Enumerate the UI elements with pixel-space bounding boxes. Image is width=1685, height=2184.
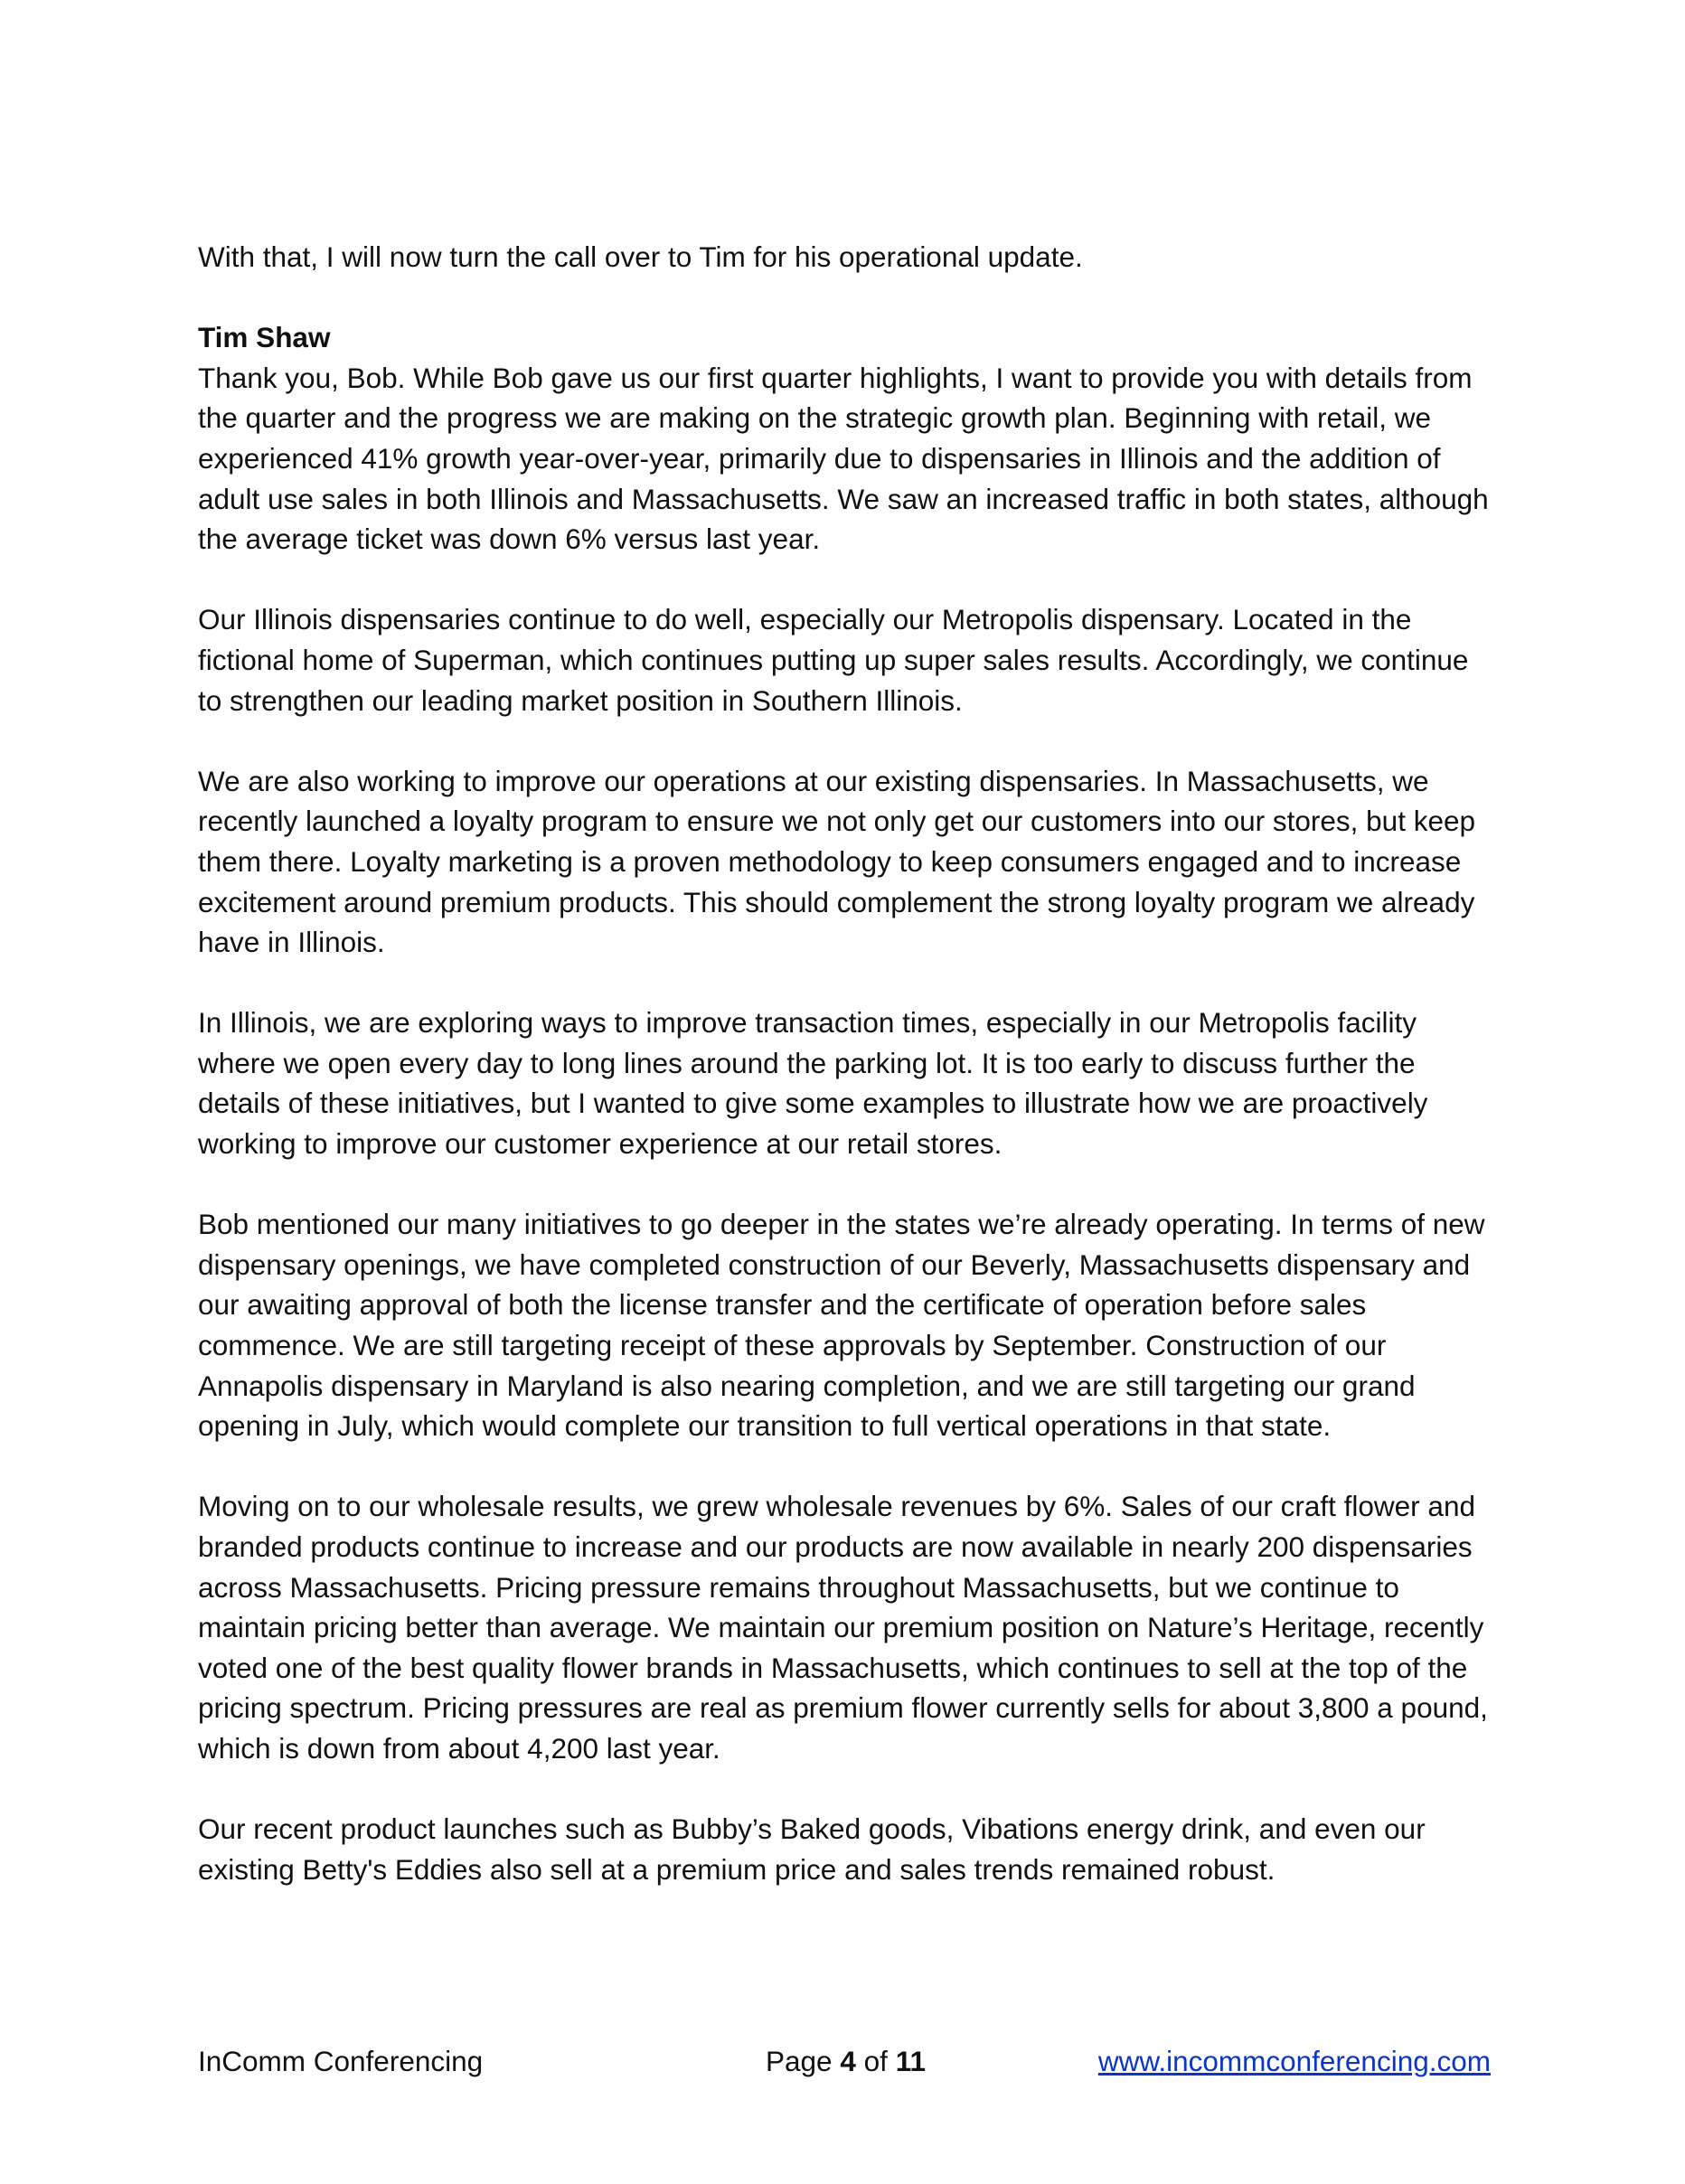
paragraph-2: Our Illinois dispensaries continue to do well, especially our Metropolis dispensary. Located in the fictional home of Superman, which continues putting up super sales results. Accordingly, we continue to strengthen our leading market position in Southern Illinois. — [198, 603, 1469, 717]
paragraph-1: Thank you, Bob. While Bob gave us our first quarter highlights, I want to provide you with details from the quarter and the progress we are making on the strategic growth plan. Beginning with retail, we experienced 41% growth year-over-year, primarily due to dispensaries in Illinois and the addition of adult use sales in both Illinois and Massachusetts. We saw an increased traffic in both states, although the average ticket was down 6% versus last year. — [198, 361, 1489, 556]
paragraph-4: In Illinois, we are exploring ways to improve transaction times, especially in our Metropolis facility where we open every day to long lines around the parking lot. It is too early to discuss further the details of these initiatives, but I wanted to give some examples to illustrate how we are proactively working to improve our customer experience at our retail stores. — [198, 1006, 1428, 1161]
page-of: of — [863, 2045, 888, 2077]
page-word: Page — [766, 2045, 833, 2077]
paragraph-7: Our recent product launches such as Bubby’s Baked goods, Vibations energy drink, and even our existing Betty's Eddies also sell at a premium price and sales trends remained robust. — [198, 1812, 1426, 1886]
page-total: 11 — [895, 2045, 926, 2077]
page-current: 4 — [840, 2045, 856, 2077]
paragraph-6: Moving on to our wholesale results, we grew wholesale revenues by 6%. Sales of our craft flower and branded products continue to increase and our products are now available in nearly 200 dispensaries across Massachusetts. Pricing pressure remains throughout Massachusetts, but we continue to maintain pricing better than average. We maintain our premium position on Nature’s Heritage, recently voted one of the best quality flower brands in Massachusetts, which continues to sell at the top of the pricing spectrum. Pricing pressures are real as premium flower currently sells for about 3,800 a pound, which is down from about 4,200 last year. — [198, 1490, 1488, 1765]
transcript-body — [198, 237, 1491, 1930]
footer-company: InComm Conferencing — [198, 2045, 484, 2077]
paragraph-3: We are also working to improve our operations at our existing dispensaries. In Massachusetts, we recently launched a loyalty program to ensure we not only get our customers into our stores, but keep them there. Loyalty marketing is a proven methodology to keep consumers engaged and to increase excitement around premium products. This should complement the strong loyalty program we already have in Illinois. — [198, 764, 1476, 959]
page-footer — [198, 2041, 1491, 2081]
paragraph-5: Bob mentioned our many initiatives to go deeper in the states we’re already operating. In terms of new dispensary openings, we have completed construction of our Beverly, Massachusetts dispensary and our awaiting approval of both the license transfer and the certificate of operation before sales commence. We are still targeting receipt of these approvals by September. Construction of our Annapolis dispensary in Maryland is also nearing completion, and we are still targeting our grand opening in July, which would complete our transition to full vertical operations in that state. — [198, 1208, 1485, 1443]
speaker-name: Tim Shaw — [198, 321, 331, 354]
page-number — [766, 2041, 926, 2081]
website-link[interactable]: www.incommconferencing.com — [1097, 2045, 1491, 2077]
intro-paragraph: With that, I will now turn the call over to Tim for his operational update. — [198, 240, 1083, 273]
